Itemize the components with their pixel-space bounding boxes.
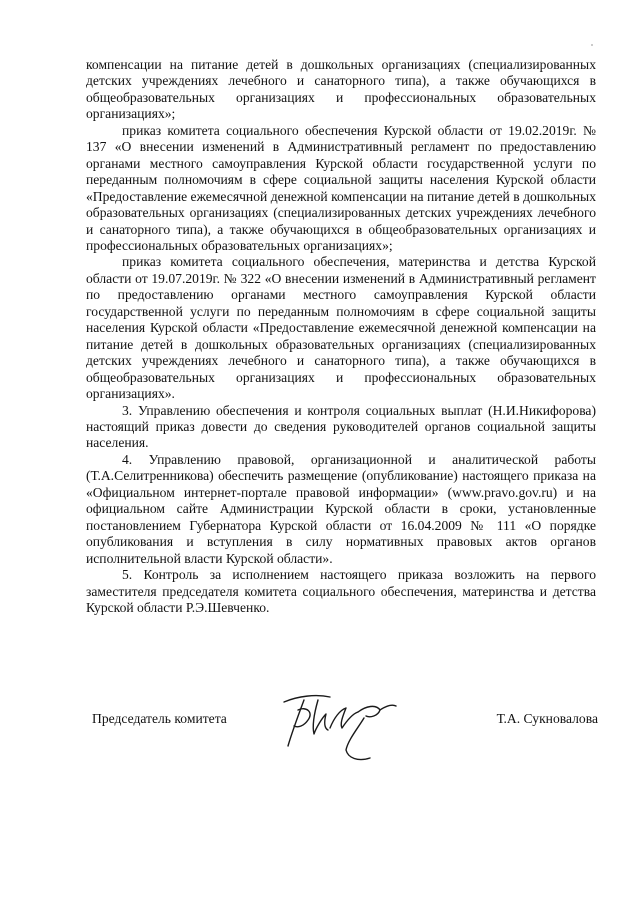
handwritten-signature [268, 688, 403, 770]
document-body [86, 57, 596, 616]
paragraph-order-322: приказ комитета социального обеспечения, материнства и детства Курской области от 19.07.2019г. № 322 «О внесении изменений в Административный регламент по предоставлению органами местного самоуправления Курской области государственной услуги по переданным полномочиям в сфере социальной защиты населения Курской области «Предоставление ежемесячной денежной компенсации на питание детей в дошкольных образовательных организациях (специализированных детских учреждениях лечебного и санаторного типа), а также обучающихся в общеобразовательных организациях и профессиональных образовательных организациях». [86, 254, 596, 402]
signatory-name: Т.А. Сукновалова [496, 711, 598, 726]
paragraph-continuation: компенсации на питание детей в дошкольных организациях (специализированных детских учреждениях лечебного и санаторного типа), а также обучающихся в общеобразовательных организациях и профессиональных образовательных организациях»; [86, 57, 596, 122]
paragraph-order-137: приказ комитета социального обеспечения Курской области от 19.02.2019г. № 137 «О внесении изменений в Административный регламент по предоставлению органами местного самоуправления Курской области государственной услуги по переданным полномочиям в сфере социальной защиты населения Курской области «Предоставление ежемесячной денежной компенсации на питание детей в дошкольных образовательных организациях (специализированных детских учреждениях лечебного и санаторного типа), а также обучающихся в общеобразовательных организациях и профессиональных образовательных организациях»; [86, 122, 596, 253]
paragraph-item-5: 5. Контроль за исполнением настоящего приказа возложить на первого заместителя председателя комитета социального обеспечения, материнства и детства Курской области Р.Э.Шевченко. [86, 567, 596, 615]
signatory-title: Председатель комитета [92, 711, 227, 726]
paragraph-item-3: 3. Управлению обеспечения и контроля социальных выплат (Н.И.Никифорова) настоящий приказ довести до сведения руководителей органов социальной защиты населения. [86, 402, 596, 451]
scan-speck [591, 44, 593, 46]
paragraph-item-4: 4. Управлению правовой, организационной и аналитической работы (Т.А.Селитренникова) обеспечить размещение (опубликование) настоящего приказа на «Официальном интернет-портале правовой информации» (www.pravo.gov.ru) и на официальном сайте Администрации Курской области в сроки, установленные постановлением Губернатора Курской области от 16.04.2009 № 111 «О порядке опубликования и вступления в силу нормативных правовых актов органов исполнительной власти Курской области». [86, 451, 596, 566]
